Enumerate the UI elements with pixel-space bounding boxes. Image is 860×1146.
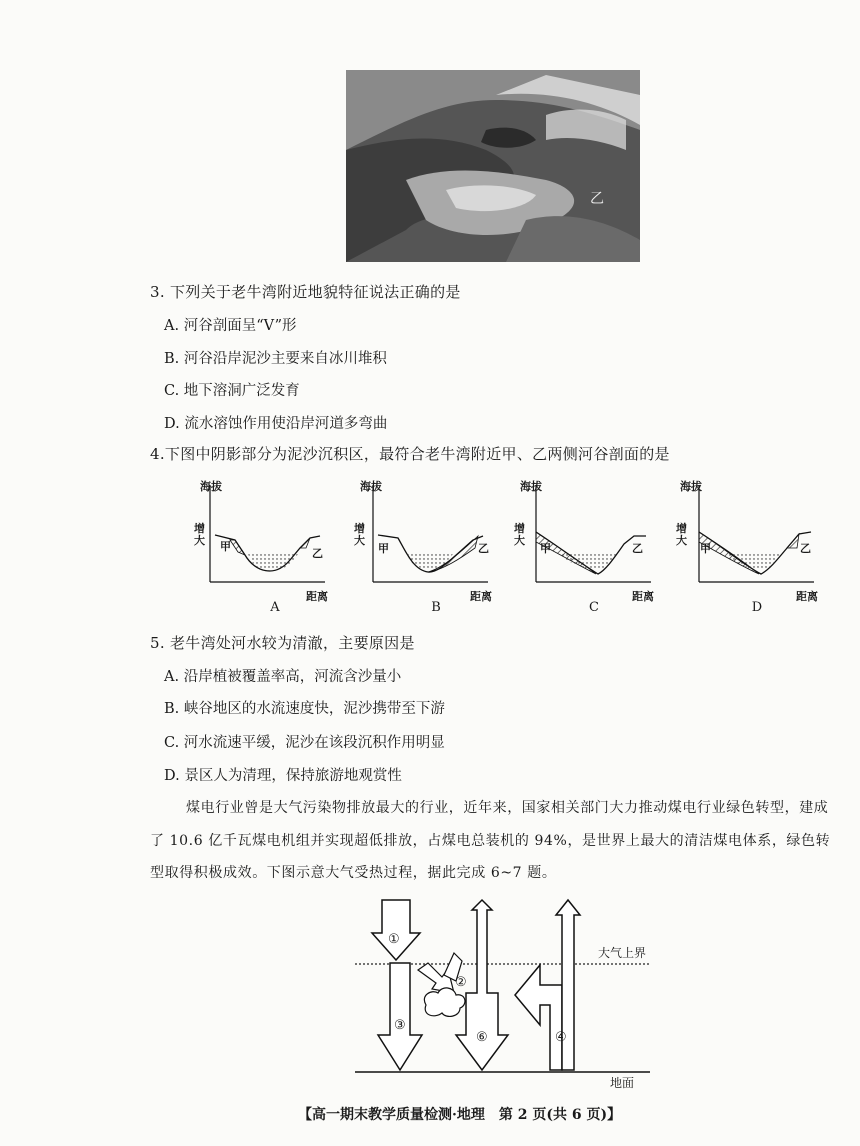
valley-profiles: [180, 470, 840, 620]
question-5-option-c: C. 河水流速平缓，泥沙在该段沉积作用明显: [164, 735, 445, 751]
profile-b-y-axis: 海拔: [360, 480, 382, 493]
profile-d: [699, 485, 814, 582]
arrow-1-label: ①: [388, 932, 400, 947]
profile-d-label: D: [751, 600, 763, 615]
passage-line-1: 煤电行业曾是大气污染物排放最大的行业，近年来，国家相关部门大力推动煤电行业绿色转型，建成: [186, 800, 829, 816]
arrow-4-curve: [515, 965, 562, 1070]
profile-b-x-axis: 距离: [470, 590, 492, 603]
question-5-option-d: D. 景区人为清理，保持旅游地观赏性: [164, 768, 402, 784]
profile-b-yi: 乙: [478, 542, 489, 555]
profile-b-label: B: [431, 600, 441, 615]
profile-d-y-axis: 海拔: [680, 480, 702, 493]
question-3-option-a: A. 河谷剖面呈“V”形: [164, 318, 297, 334]
question-4-stem: 4.下图中阴影部分为泥沙沉积区，最符合老牛湾附近甲、乙两侧河谷剖面的是: [150, 445, 670, 463]
page-footer: 【高一期末教学质量检测·地理 第 2 页(共 6 页)】: [298, 1107, 622, 1123]
profile-c-increase: 增大: [514, 522, 525, 547]
arrow-4-label: ④: [555, 1030, 567, 1045]
passage-line-2: 了 10.6 亿千瓦煤电机组并实现超低排放，占煤电总装机的 94%，是世界上最大的清洁煤电体系，绿色转: [150, 833, 831, 849]
profile-b-increase: 增大: [354, 522, 365, 547]
profile-a-label: A: [270, 600, 280, 615]
profile-c-label: C: [589, 600, 599, 615]
profile-d-jia: 甲: [700, 542, 711, 555]
question-3-option-b: B. 河谷沿岸泥沙主要来自冰川堆积: [164, 351, 387, 367]
profile-a-jia: 甲: [220, 540, 231, 553]
profile-c-yi: 乙: [632, 542, 643, 555]
profile-a-increase: 增大: [194, 522, 205, 547]
profile-b-jia: 甲: [378, 542, 389, 555]
profile-a: [210, 485, 325, 582]
question-3-option-c: C. 地下溶洞广泛发育: [164, 383, 300, 399]
passage-line-3: 型取得积极成效。下图示意大气受热过程，据此完成 6~7 题。: [150, 865, 557, 881]
arrow-3: [378, 963, 422, 1070]
arrow-2-label: ②: [455, 975, 467, 990]
arrow-6-label: ⑥: [476, 1030, 488, 1045]
gorge-photo: [346, 70, 640, 262]
photo-label-yi: 乙: [590, 191, 604, 207]
profile-d-yi: 乙: [800, 542, 811, 555]
profile-c-y-axis: 海拔: [520, 480, 542, 493]
profile-c: [536, 485, 651, 582]
arrow-3-label: ③: [394, 1018, 406, 1033]
question-5-option-a: A. 沿岸植被覆盖率高，河流含沙量小: [164, 669, 402, 685]
arrow-1: [372, 900, 420, 960]
profile-d-increase: 增大: [676, 522, 687, 547]
profile-c-jia: 甲: [540, 542, 551, 555]
profile-c-x-axis: 距离: [632, 590, 654, 603]
profile-a-x-axis: 距离: [306, 590, 328, 603]
question-5-stem: 5. 老牛湾处河水较为清澈，主要原因是: [150, 634, 415, 652]
atmosphere-top-label: 大气上界: [598, 946, 647, 960]
profile-d-x-axis: 距离: [796, 590, 818, 603]
atmosphere-heating-diagram: [350, 895, 670, 1095]
cloud-icon: [424, 988, 465, 1017]
profile-b: [373, 485, 488, 582]
ground-label: 地面: [610, 1076, 635, 1090]
profile-a-yi: 乙: [312, 547, 323, 560]
profile-a-y-axis: 海拔: [200, 480, 222, 493]
gorge-photo-art: [346, 70, 640, 262]
question-3-option-d: D. 流水溶蚀作用使沿岸河道多弯曲: [164, 416, 388, 432]
question-3-stem: 3. 下列关于老牛湾附近地貌特征说法正确的是: [150, 283, 461, 301]
question-5-option-b: B. 峡谷地区的水流速度快，泥沙携带至下游: [164, 701, 445, 717]
